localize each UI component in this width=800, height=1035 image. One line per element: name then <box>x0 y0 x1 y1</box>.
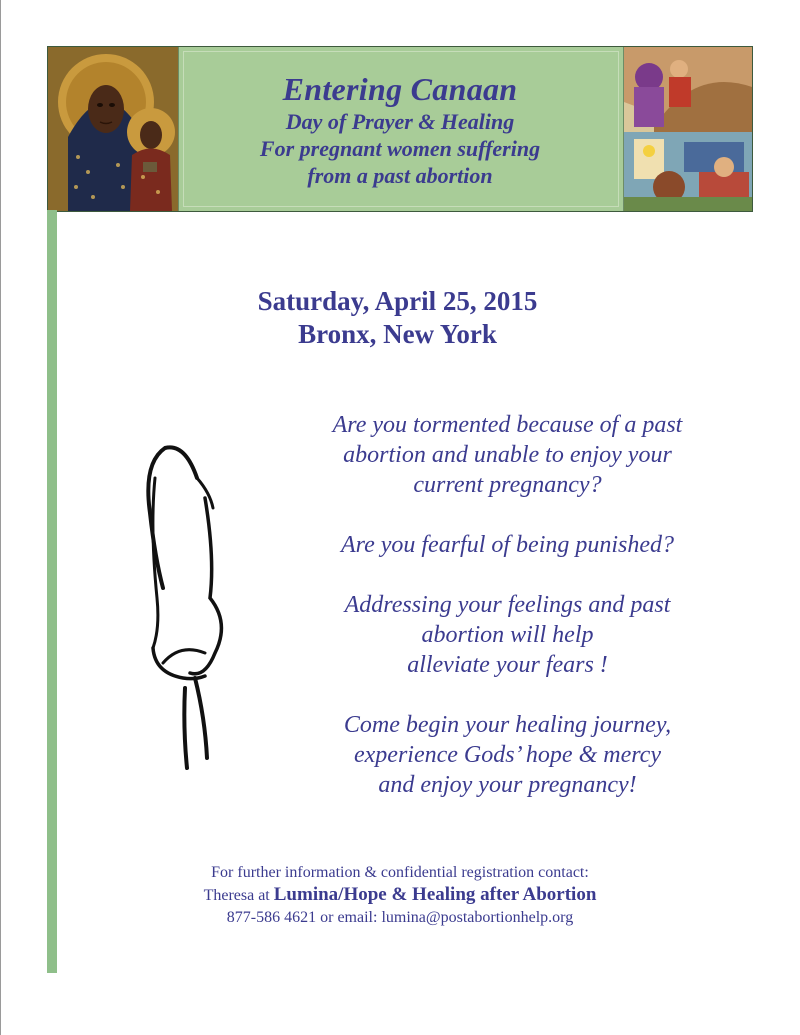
event-title: Entering Canaan <box>282 71 518 107</box>
header-title-block <box>180 70 620 189</box>
event-subtitle-line: from a past abortion <box>307 163 493 188</box>
left-accent-bar <box>47 210 57 973</box>
contact-intro: For further information & confidential registration contact: <box>211 864 589 881</box>
event-subtitle-line: For pregnant women suffering <box>259 136 541 161</box>
body-paragraph: Come begin your healing journey, experience Gods’ hope & mercy and enjoy your pregnancy! <box>343 712 672 798</box>
event-date: Saturday, April 25, 2015 <box>257 286 538 316</box>
pregnant-woman-silhouette-icon <box>135 438 245 778</box>
madonna-and-child-icon <box>48 47 178 211</box>
biblical-scene-illustration <box>624 47 752 211</box>
contact-info <box>150 862 650 929</box>
body-paragraph: Are you tormented because of a past abortion and unable to enjoy your current pregnancy? <box>332 412 683 498</box>
body-message <box>290 410 725 830</box>
body-paragraph: Are you fearful of being punished? <box>340 532 675 558</box>
event-details <box>200 285 595 351</box>
event-location: Bronx, New York <box>298 319 497 349</box>
organization-name: Lumina/Hope & Healing after Abortion <box>273 884 597 905</box>
body-paragraph: Addressing your feelings and past abortion will help alleviate your fears ! <box>344 592 671 678</box>
page-left-border <box>0 0 1 1035</box>
contact-organization-line <box>150 884 650 907</box>
event-subtitle-line: Day of Prayer & Healing <box>285 109 515 134</box>
contact-person: Theresa at <box>203 887 270 904</box>
contact-phone-email: 877-586 4621 or email: lumina@postabortionhelp.org <box>226 909 574 926</box>
